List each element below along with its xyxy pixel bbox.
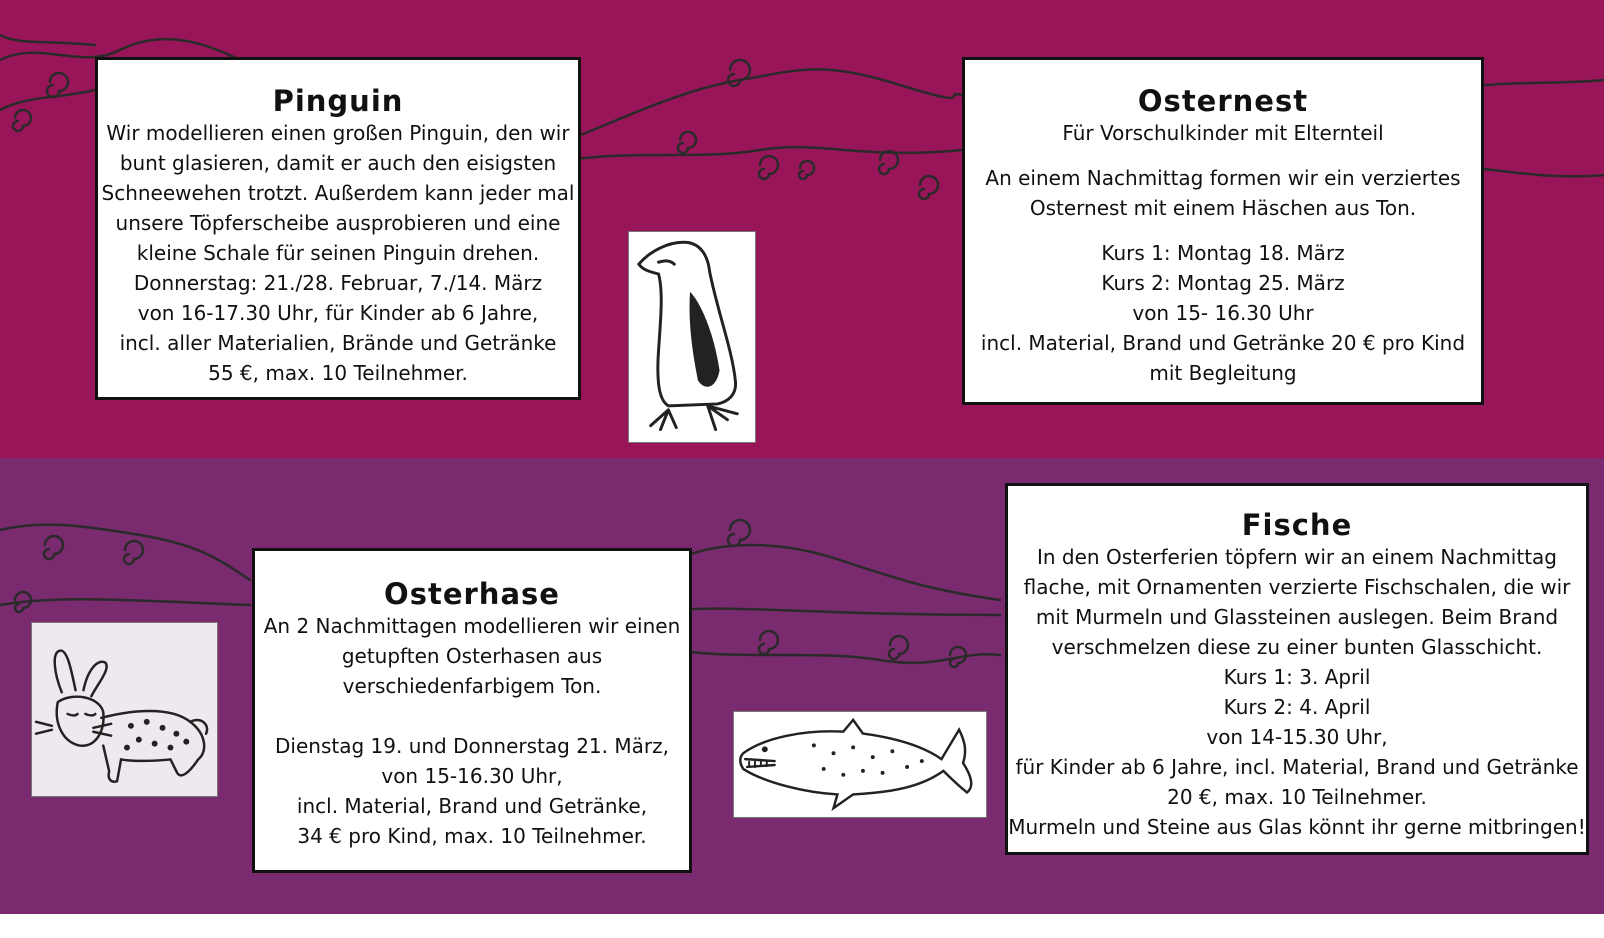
card-line: kleine Schale für seinen Pinguin drehen. (136, 241, 540, 265)
card-line: incl. aller Materialien, Brände und Getränke (119, 331, 557, 355)
card-fische (1005, 483, 1589, 855)
card-line: Dienstag 19. und Donnerstag 21. März, (275, 734, 669, 758)
card-line: bunt glasieren, damit er auch den eisigsten (119, 151, 557, 175)
card-line: 34 € pro Kind, max. 10 Teilnehmer. (297, 824, 647, 848)
card-line: 20 €, max. 10 Teilnehmer. (1167, 785, 1427, 809)
card-pinguin (95, 57, 581, 400)
card-line: von 15-16.30 Uhr, (381, 764, 563, 788)
card-title: Osterhase (384, 577, 560, 611)
card-line: unsere Töpferscheibe ausprobieren und eine (115, 211, 561, 235)
card-line: getupften Osterhasen aus (341, 644, 603, 668)
card-line: An einem Nachmittag formen wir ein verziertes (985, 166, 1461, 190)
card-line: von 15- 16.30 Uhr (1132, 301, 1314, 325)
card-line: Osternest mit einem Häschen aus Ton. (1029, 196, 1417, 220)
card-line: An 2 Nachmittagen modellieren wir einen (263, 614, 681, 638)
card-line: Kurs 2: Montag 25. März (1101, 271, 1345, 295)
card-osternest (962, 57, 1484, 405)
card-line: von 14-15.30 Uhr, (1206, 725, 1388, 749)
card-line: Wir modellieren einen großen Pinguin, den wir (106, 121, 570, 145)
card-line: Kurs 2: 4. April (1223, 695, 1371, 719)
card-line: Schneewehen trotzt. Außerdem kann jeder mal (101, 181, 575, 205)
card-line: In den Osterferien töpfern wir an einem Nachmittag (1036, 545, 1557, 569)
card-line: für Kinder ab 6 Jahre, incl. Material, Brand und Getränke (1015, 755, 1579, 779)
card-subtitle: Für Vorschulkinder mit Elternteil (1062, 121, 1384, 145)
card-line: Kurs 1: Montag 18. März (1101, 241, 1345, 265)
penguin-drawing (628, 231, 756, 443)
card-line: Murmeln und Steine aus Glas könnt ihr gerne mitbringen! (1008, 815, 1586, 839)
card-title: Pinguin (272, 84, 404, 118)
card-line: flache, mit Ornamenten verzierte Fischschalen, die wir (1023, 575, 1571, 599)
card-line: mit Begleitung (1149, 361, 1297, 385)
fish-drawing (733, 711, 987, 818)
card-title: Fische (1241, 508, 1353, 542)
card-line: incl. Material, Brand und Getränke 20 € pro Kind (980, 331, 1466, 355)
card-line: incl. Material, Brand und Getränke, (296, 794, 648, 818)
card-line: mit Murmeln und Glassteinen auslegen. Beim Brand (1035, 605, 1559, 629)
rabbit-drawing (31, 622, 218, 797)
card-line: 55 €, max. 10 Teilnehmer. (208, 361, 468, 385)
card-osterhase (252, 548, 692, 873)
card-line: Kurs 1: 3. April (1223, 665, 1371, 689)
card-title: Osternest (1137, 84, 1309, 118)
card-line: verschmelzen diese zu einer bunten Glasschicht. (1051, 635, 1543, 659)
card-line: Donnerstag: 21./28. Februar, 7./14. März (133, 271, 543, 295)
card-line: von 16-17.30 Uhr, für Kinder ab 6 Jahre, (137, 301, 539, 325)
card-line: verschiedenfarbigem Ton. (342, 674, 602, 698)
